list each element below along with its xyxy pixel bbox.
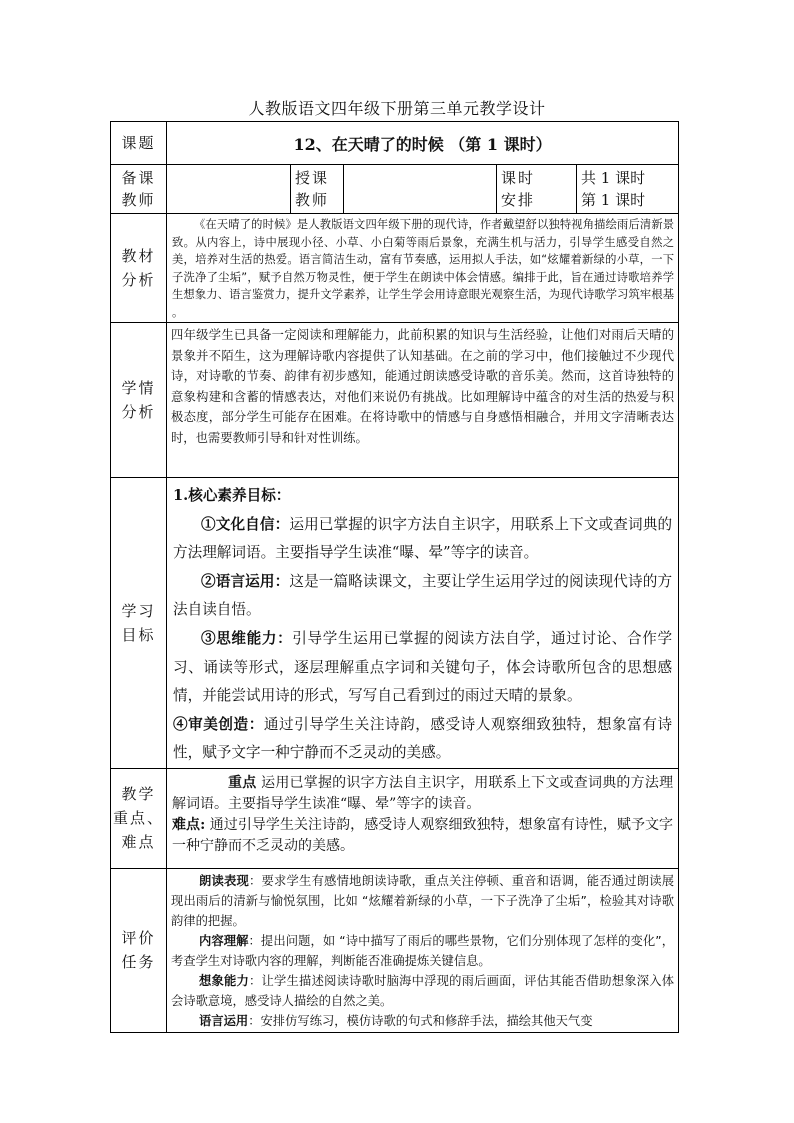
evaluation-item: 语言运用：安排仿写练习，模仿诗歌的句式和修辞手法，描绘其他天气变 <box>199 1013 593 1028</box>
objectives-content <box>167 478 679 769</box>
keypoints-label: 教学 重点、 难点 <box>111 768 167 868</box>
objectives-heading: 1.核心素养目标： <box>173 487 291 504</box>
lesson-plan-table <box>110 121 679 1033</box>
prep-teacher-label: 备课 教师 <box>111 165 167 214</box>
schedule-label: 课时 安排 <box>497 165 577 214</box>
learner-label: 学情 分析 <box>111 323 167 478</box>
material-row <box>111 214 679 323</box>
evaluation-item: 内容理解：提出问题，如 “诗中描写了雨后的哪些景物，它们分别体现了怎样的变化”，考查学生对诗歌内容的理解，判断能否准确提炼关键信息。 <box>171 933 675 968</box>
objective-item: ②语言运用：这是一篇略读课文，主要让学生运用学过的阅读现代诗的方法自读自悟。 <box>173 572 673 619</box>
evaluation-content <box>167 868 679 1032</box>
learner-text: 四年级学生已具备一定阅读和理解能力，此前积累的知识与生活经验，让他们对雨后天晴的景象并不陌生，这为理解诗歌内容提供了认知基础。在之前的学习中，他们接触过不少现代诗，对诗歌的节奏、韵律有初步感知，能通过朗读感受诗歌的音乐美。然而，这首诗独特的意象构建和含蓄的情感表达，对他们来说仍有挑战。比如理解诗中蕴含的对生活的热爱与积极态度，部分学生可能存在困难。在将诗歌中的情感与自身感悟相融合，并用文字清晰表达时，也需要教师引导和针对性训练。 <box>167 323 679 478</box>
document-title: 人教版语文四年级下册第三单元教学设计 <box>248 99 546 118</box>
material-label: 教材 分析 <box>111 214 167 323</box>
objective-item: ③思维能力：引导学生运用已掌握的阅读方法自学，通过讨论、合作学习、诵读等形式，逐层理解重点字词和关键句子，体会诗歌所包含的思想感情，并能尝试用诗的形式，写写自己看到过的雨过天晴的景象。 <box>173 629 673 705</box>
objectives-row <box>111 478 679 769</box>
material-text: 《在天晴了的时候》是人教版语文四年级下册的现代诗，作者戴望舒以独特视角描绘雨后清新景致。从内容上，诗中展现小径、小草、小白菊等雨后景象，充满生机与活力，引导学生感受自然之美，培养对生活的热爱。语言简洁生动，富有节奏感，运用拟人手法，如“炫耀着新绿的小草，一下子洗净了尘垢”，赋予自然万物灵性，便于学生在朗读中体会情感。编排于此，旨在通过诗歌培养学生想象力、语言鉴赏力，提升文学素养，让学生学会用诗意眼光观察生活，为现代诗歌学习筑牢根基 。 <box>167 214 679 323</box>
evaluation-label: 评价 任务 <box>111 868 167 1032</box>
learner-row <box>111 323 679 478</box>
topic-row <box>111 122 679 165</box>
keypoints-row <box>111 768 679 868</box>
keypoints-content: 重点 运用已掌握的识字方法自主识字，用联系上下文或查词典的方法理解词语。主要指导学生读准“曝、晕”等字的读音。 难点: 通过引导学生关注诗韵，感受诗人观察细致独特，想象富有诗性，赋予文字一种宁静而不乏灵动的美感。 <box>167 768 679 868</box>
evaluation-row <box>111 868 679 1032</box>
objective-item: ①文化自信：运用已掌握的识字方法自主识字，用联系上下文或查词典的方法理解词语。主要指导学生读准“曝、晕”等字的读音。 <box>173 515 673 562</box>
evaluation-item: 朗读表现：要求学生有感情地朗读诗歌，重点关注停顿、重音和语调，能否通过朗读展现出雨后的清新与愉悦氛围，比如 “炫耀着新绿的小草，一下子洗净了尘垢”，检验其对诗歌韵律的把握。 <box>171 873 675 928</box>
teaching-teacher-value[interactable] <box>344 165 497 214</box>
objectives-label: 学习 目标 <box>111 478 167 769</box>
schedule-value: 共 1 课时 第 1 课时 <box>577 165 679 214</box>
lesson-title: 12、在天晴了的时候 （第 1 课时） <box>167 122 679 165</box>
teaching-teacher-label: 授课 教师 <box>291 165 344 214</box>
info-row <box>111 165 679 214</box>
prep-teacher-value[interactable] <box>167 165 291 214</box>
objective-item: ④审美创造：通过引导学生关注诗韵，感受诗人观察细致独特，想象富有诗性，赋予文字一种宁静而不乏灵动的美感。 <box>173 715 673 762</box>
topic-label: 课题 <box>111 122 167 165</box>
evaluation-item: 想象能力：让学生描述阅读诗歌时脑海中浮现的雨后画面，评估其能否借助想象深入体会诗歌意境，感受诗人描绘的自然之美。 <box>171 973 675 1008</box>
